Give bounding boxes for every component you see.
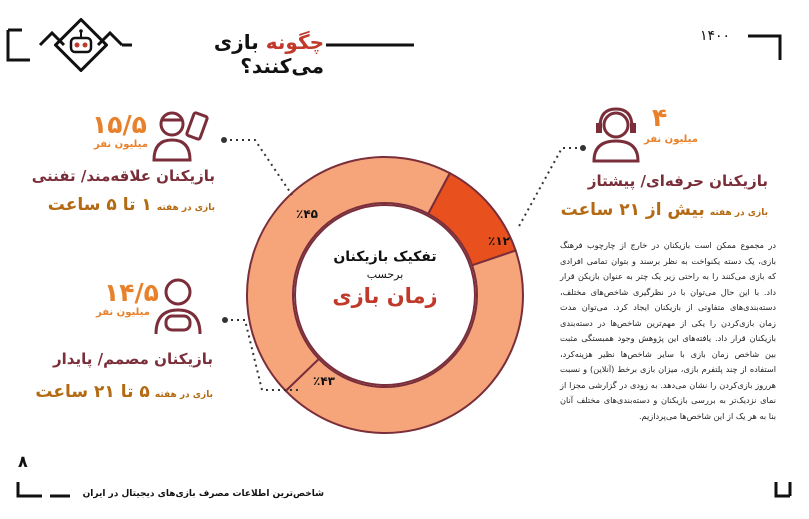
committed-range-sub: بازی در هفته: [154, 390, 213, 400]
segment-label-committed: ٪۴۳: [313, 374, 335, 388]
segment-label-casual: ٪۴۵: [296, 207, 318, 221]
pro-unit: میلیون نفر: [644, 134, 698, 145]
committed-range-row: [30, 382, 213, 402]
casual-title: بازیکنان علاقه‌مند/ تفننی: [31, 167, 215, 185]
pro-range-row: [560, 200, 768, 220]
pro-title: بازیکنان حرفه‌ای/ پیشتاز: [587, 172, 768, 190]
casual-range-row: [40, 195, 215, 215]
description-paragraph: در مجموع ممکن است بازیکنان در خارج از چارچوب فرهنگ بازی، یک دسته یکنواخت به نظر برسند و بتوان تمامی افرادی که بازی می‌کنند را به راحتی زیر یک چتر به عنوان بازیکن قرار داد. با این حال می‌توان با در نظرگیری شاخص‌های مختلف، دسته‌بندی‌های متفاوتی از بازیکنان ایجاد کرد. می‌توان مدت زمان بازی‌کردن را یکی از مهم‌ترین شاخص‌ها در دسته‌بندی بازیکنان قرار داد. یافته‌های این پژوهش وجود همبستگی مثبت بین شاخص زمان بازی با سایر شاخص‌ها نظیر هزینه‌کرد، استفاده از چند پلتفرم بازی، میزان بازی برخط (آنلاین) و نسبت هرروز بازی‌کردن را نشان می‌دهد. به زودی در گزارشی مجزا از نمای نزدیک‌تر به بررسی بازیکنان و دسته‌بندی‌های مختلف آنان بنا به هر یک از این شاخص‌ها می‌پردازیم.: [560, 240, 776, 421]
segment-label-pro: ٪۱۲: [488, 234, 510, 248]
committed-count: ۱۴/۵: [104, 278, 159, 307]
casual-count: ۱۵/۵: [92, 110, 147, 139]
title-rest: بازی می‌کنند؟: [213, 30, 324, 78]
committed-unit: میلیون نفر: [96, 307, 150, 318]
footer-text: شاخص‌ترین اطلاعات مصرف بازی‌های دیجیتال در ایران: [82, 489, 324, 499]
pro-count: ۴: [652, 103, 668, 132]
page-number: ۸: [18, 452, 28, 471]
casual-unit: میلیون نفر: [94, 139, 148, 150]
casual-range: ۱ تا ۵ ساعت: [47, 195, 152, 215]
committed-title: بازیکنان مصمم/ پایدار: [53, 350, 213, 368]
pro-range-sub: بازی در هفته: [709, 208, 768, 218]
pro-range: بیش از ۲۱ ساعت: [560, 200, 705, 220]
center-line-3: زمان بازی: [332, 284, 438, 308]
title-accent: چگونه: [265, 30, 324, 54]
casual-player-phone-icon: [150, 106, 214, 166]
casual-range-sub: بازی در هفته: [156, 203, 215, 213]
center-line-2: برحسب: [366, 268, 404, 281]
pro-player-headset-icon: [590, 103, 642, 163]
committed-range: ۵ تا ۲۱ ساعت: [35, 382, 150, 402]
center-line-1: تفکیک بازیکنان: [333, 249, 437, 265]
year-label: ۱۴۰۰: [700, 28, 731, 44]
